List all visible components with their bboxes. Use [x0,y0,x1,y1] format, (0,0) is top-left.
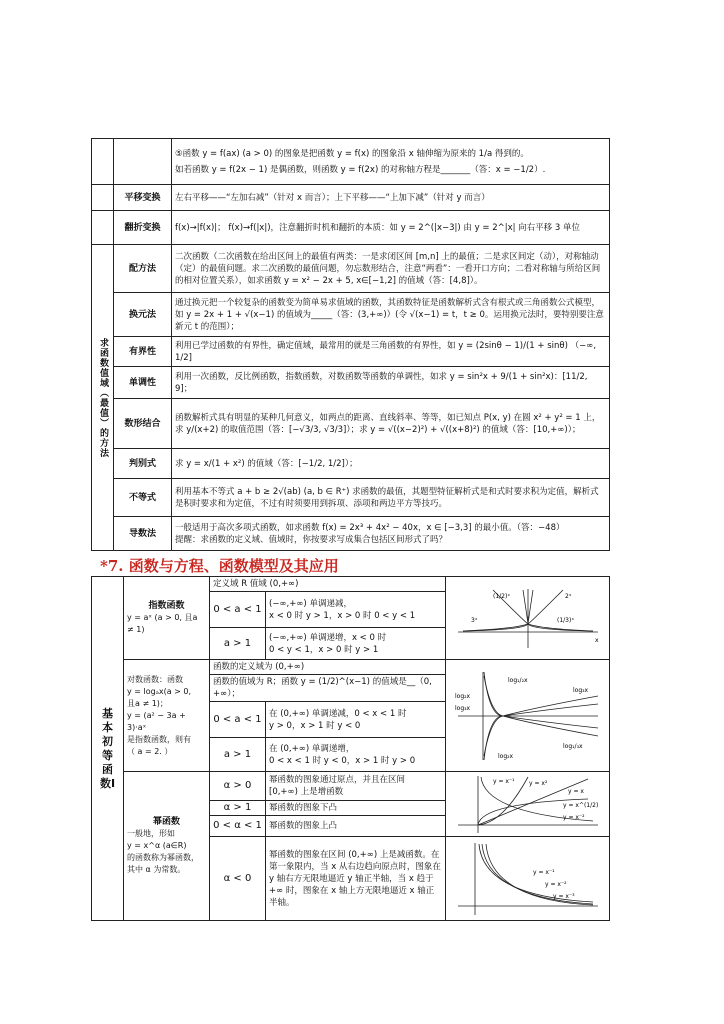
method-label: 判别式 [114,449,172,479]
power-desc: 幂函数的图象通过原点，并且在区间 [0,+∞) 上是增函数 [266,772,446,801]
graph-label: (1/3)ˣ [556,617,574,624]
power-negative-graph-cell [446,837,610,921]
translate-text: 左右平移——“左加右减”（针对 x 而言）；上下平移——“上加下减”（针对 y 而言） [172,185,610,211]
table-row [92,517,610,551]
methods-title-cell [92,245,114,551]
log-cond: 0 < a < 1 [210,702,266,738]
method-label: 换元法 [114,293,172,337]
flip-text: f(x)→|f(x)|； f(x)→f(|x|)，注意翻折时机和翻折的本质：如 y = 2^(|x−3|) 由 y = 2^|x| 向右平移 3 单位 [172,211,610,245]
table-row [92,479,610,517]
graph-label: log₁/₃x [562,742,583,750]
function-methods-table [91,138,610,551]
graph-label: x [594,637,599,644]
power-cond: α > 0 [210,772,266,801]
graph-label: y = x⁻³ [552,892,575,900]
power-cond: α < 0 [210,837,266,921]
table-row [92,211,610,245]
power-cond: 0 < α < 1 [210,816,266,837]
graph-label: log₂x [454,692,470,700]
exp-domain: 定义域 R 值域 (0,+∞) [210,577,446,592]
table-row [92,660,610,675]
table-row [92,399,610,449]
method-text: 通过换元把一个较复杂的函数变为简单易求值域的函数，其函数特征是函数解析式含有根式或三角函数公式模型，如 y = 2x + 1 + √(x−1) 的值域为_____（答：(3,+∞)）(令 √(x−1) = t，t ≥ 0。运用换元法时，要特别要注意新元 t 的范围）； [172,293,610,337]
graph-label: y = x⁻¹ [492,778,515,785]
log-graph-cell [446,660,610,772]
graph-label: y = x⁻² [562,814,585,821]
power-desc: 幂函数的图象上凸 [266,816,446,837]
graph-label: (1/2)ˣ [492,593,510,600]
graph-label: y = x^(1/2) [562,802,598,809]
graph-label: log₂x [497,752,513,760]
method-label: 导数法 [114,517,172,551]
power-cond: α > 1 [210,800,266,815]
method-text: 函数解析式具有明显的某种几何意义，如两点的距离、直线斜率、等等，如已知点 P(x, y) 在圆 x² + y² = 1 上，求 y/(x+2) 的取值范围（答：[−√3/3, √3/3]）；求 y = √((x−2)²) + √((x+8)²) 的值域（答：[10,+∞)）； [172,399,610,449]
graph-label: 2ˣ [564,593,571,600]
exp-name-cell: 指数函数 y = aˣ (a > 0, 且a ≠ 1) [124,577,210,660]
section-title: *7. 函数与方程、函数模型及其应用 [100,557,339,575]
power-positive-graph [453,773,603,835]
graph-label: log₃x [572,686,588,694]
exponential-graph [453,586,603,650]
flip-label: 翻折变换 [114,211,172,245]
method-label: 数形结合 [114,399,172,449]
exp-graph-cell [446,577,610,660]
table-row [92,449,610,479]
graph-label: y = x [567,788,584,795]
graph-label: 3ˣ [470,617,477,624]
power-desc: 幂函数的图象下凸 [266,800,446,815]
method-label: 单调性 [114,367,172,399]
translate-label: 平移变换 [114,185,172,211]
basic-functions-table [91,576,610,921]
table-row [92,185,610,211]
log-range: 函数的值域为 R；函数 y = (1/2)^(x−1) 的值域是__（0, +∞）； [210,675,446,702]
exp-desc: (−∞,+∞) 单调递增，x < 0 时 0 < y < 1，x > 0 时 y > 1 [266,628,446,660]
table-row [92,577,610,592]
log-name-cell: 对数函数：函数 y = logₐx(a > 0, 且a ≠ 1)； y = (a² − 3a + 3)·aˣ 是指数函数，则有 （ a = 2. ） [124,660,210,772]
method-label: 配方法 [114,245,172,293]
method-label: 有界性 [114,337,172,367]
table-row [92,337,610,367]
log-domain: 函数的定义域为 (0,+∞) [210,660,446,675]
power-desc: 幂函数的图象在区间 (0,+∞) 上是减函数。在第一象限内，当 x 从右边趋向原点时，图象在 y 轴右方无限地逼近 y 轴正半轴，当 x 趋于 +∞ 时，图象在 x 轴上方无限地逼近 x 轴正半轴。 [266,837,446,921]
basic-functions-title: 基本初等函数Ⅰ [99,706,116,790]
logarithm-graph [453,668,603,764]
method-text: 利用已学过函数的有界性，确定值域，最常用的就是三角函数的有界性，如 y = (2sinθ − 1)/(1 + sinθ) （−∞, 1/2] [172,337,610,367]
table-row [92,139,610,185]
exp-cond: 0 < a < 1 [210,592,266,628]
table-row [92,367,610,399]
table-row [92,293,610,337]
log-desc: 在 (0,+∞) 单调递减，0 < x < 1 时 y > 0，x > 1 时 y < 0 [266,702,446,738]
table-row [92,245,610,293]
methods-title: 求函数值域（最值）的方法 [98,337,108,458]
log-desc: 在 (0,+∞) 单调递增， 0 < x < 1 时 y < 0，x > 1 时 y > 0 [266,738,446,772]
basic-functions-title-cell [92,577,124,921]
method-text: 利用一次函数，反比例函数，指数函数，对数函数等函数的单调性，如求 y = sin²x + 9/(1 + sin²x)：[11/2, 9]； [172,367,610,399]
method-text: 求 y = x/(1 + x²) 的值域（答：[−1/2, 1/2]）； [172,449,610,479]
method-text: 利用基本不等式 a + b ≥ 2√(ab) (a, b ∈ R⁺) 求函数的最值，其题型特征解析式是和式时要求积为定值，解析式是积时要求和为定值，不过有时须要用到拆项、添项和两边平方等技巧。 [172,479,610,517]
graph-label: y = x⁻¹ [532,868,555,876]
stretch-transform-text: ⑤函数 y = f(ax) (a > 0) 的图象是把函数 y = f(x) 的图象沿 x 轴伸缩为原来的 1/a 得到的。 如若函数 y = f(2x − 1) 是偶函数，则函数 y = f(2x) 的对称轴方程是_______（答：x = −1/2）. [172,139,610,185]
graph-label: log₃x [454,704,470,712]
power-name-cell: 幂函数 一般地，形如 y = x^α (a∈R) 的函数称为幂函数，其中 α 为常数。 [124,772,210,921]
power-negative-graph [453,840,603,918]
table-row [92,772,610,801]
exp-desc: (−∞,+∞) 单调递减， x < 0 时 y > 1，x > 0 时 0 < y < 1 [266,592,446,628]
graph-label: log₁/₂x [507,676,528,684]
method-label: 不等式 [114,479,172,517]
method-text: 一般适用于高次多项式函数，如求函数 f(x) = 2x³ + 4x² − 40x，x ∈ [−3,3] 的最小值。（答：−48） 提醒：求函数的定义域、值域时，你按要求写成集合包括区间形式了吗？ [172,517,610,551]
graph-label: y = x⁻² [544,880,567,888]
log-cond: a > 1 [210,738,266,772]
power-graph-cell [446,772,610,837]
method-text: 二次函数（二次函数在给出区间上的最值有两类：一是求闭区间 [m,n] 上的最值；二是求区间定（动），对称轴动（定）的最值问题。求二次函数的最值问题，勿忘数形结合，注意“两看”：一看开口方向；二看对称轴与所给区间的相对位置关系），如求函数 y = x² − 2x + 5, x∈[−1,2] 的值域（答：[4,8]）。 [172,245,610,293]
graph-label: y = x² [528,780,547,787]
exp-cond: a > 1 [210,628,266,660]
